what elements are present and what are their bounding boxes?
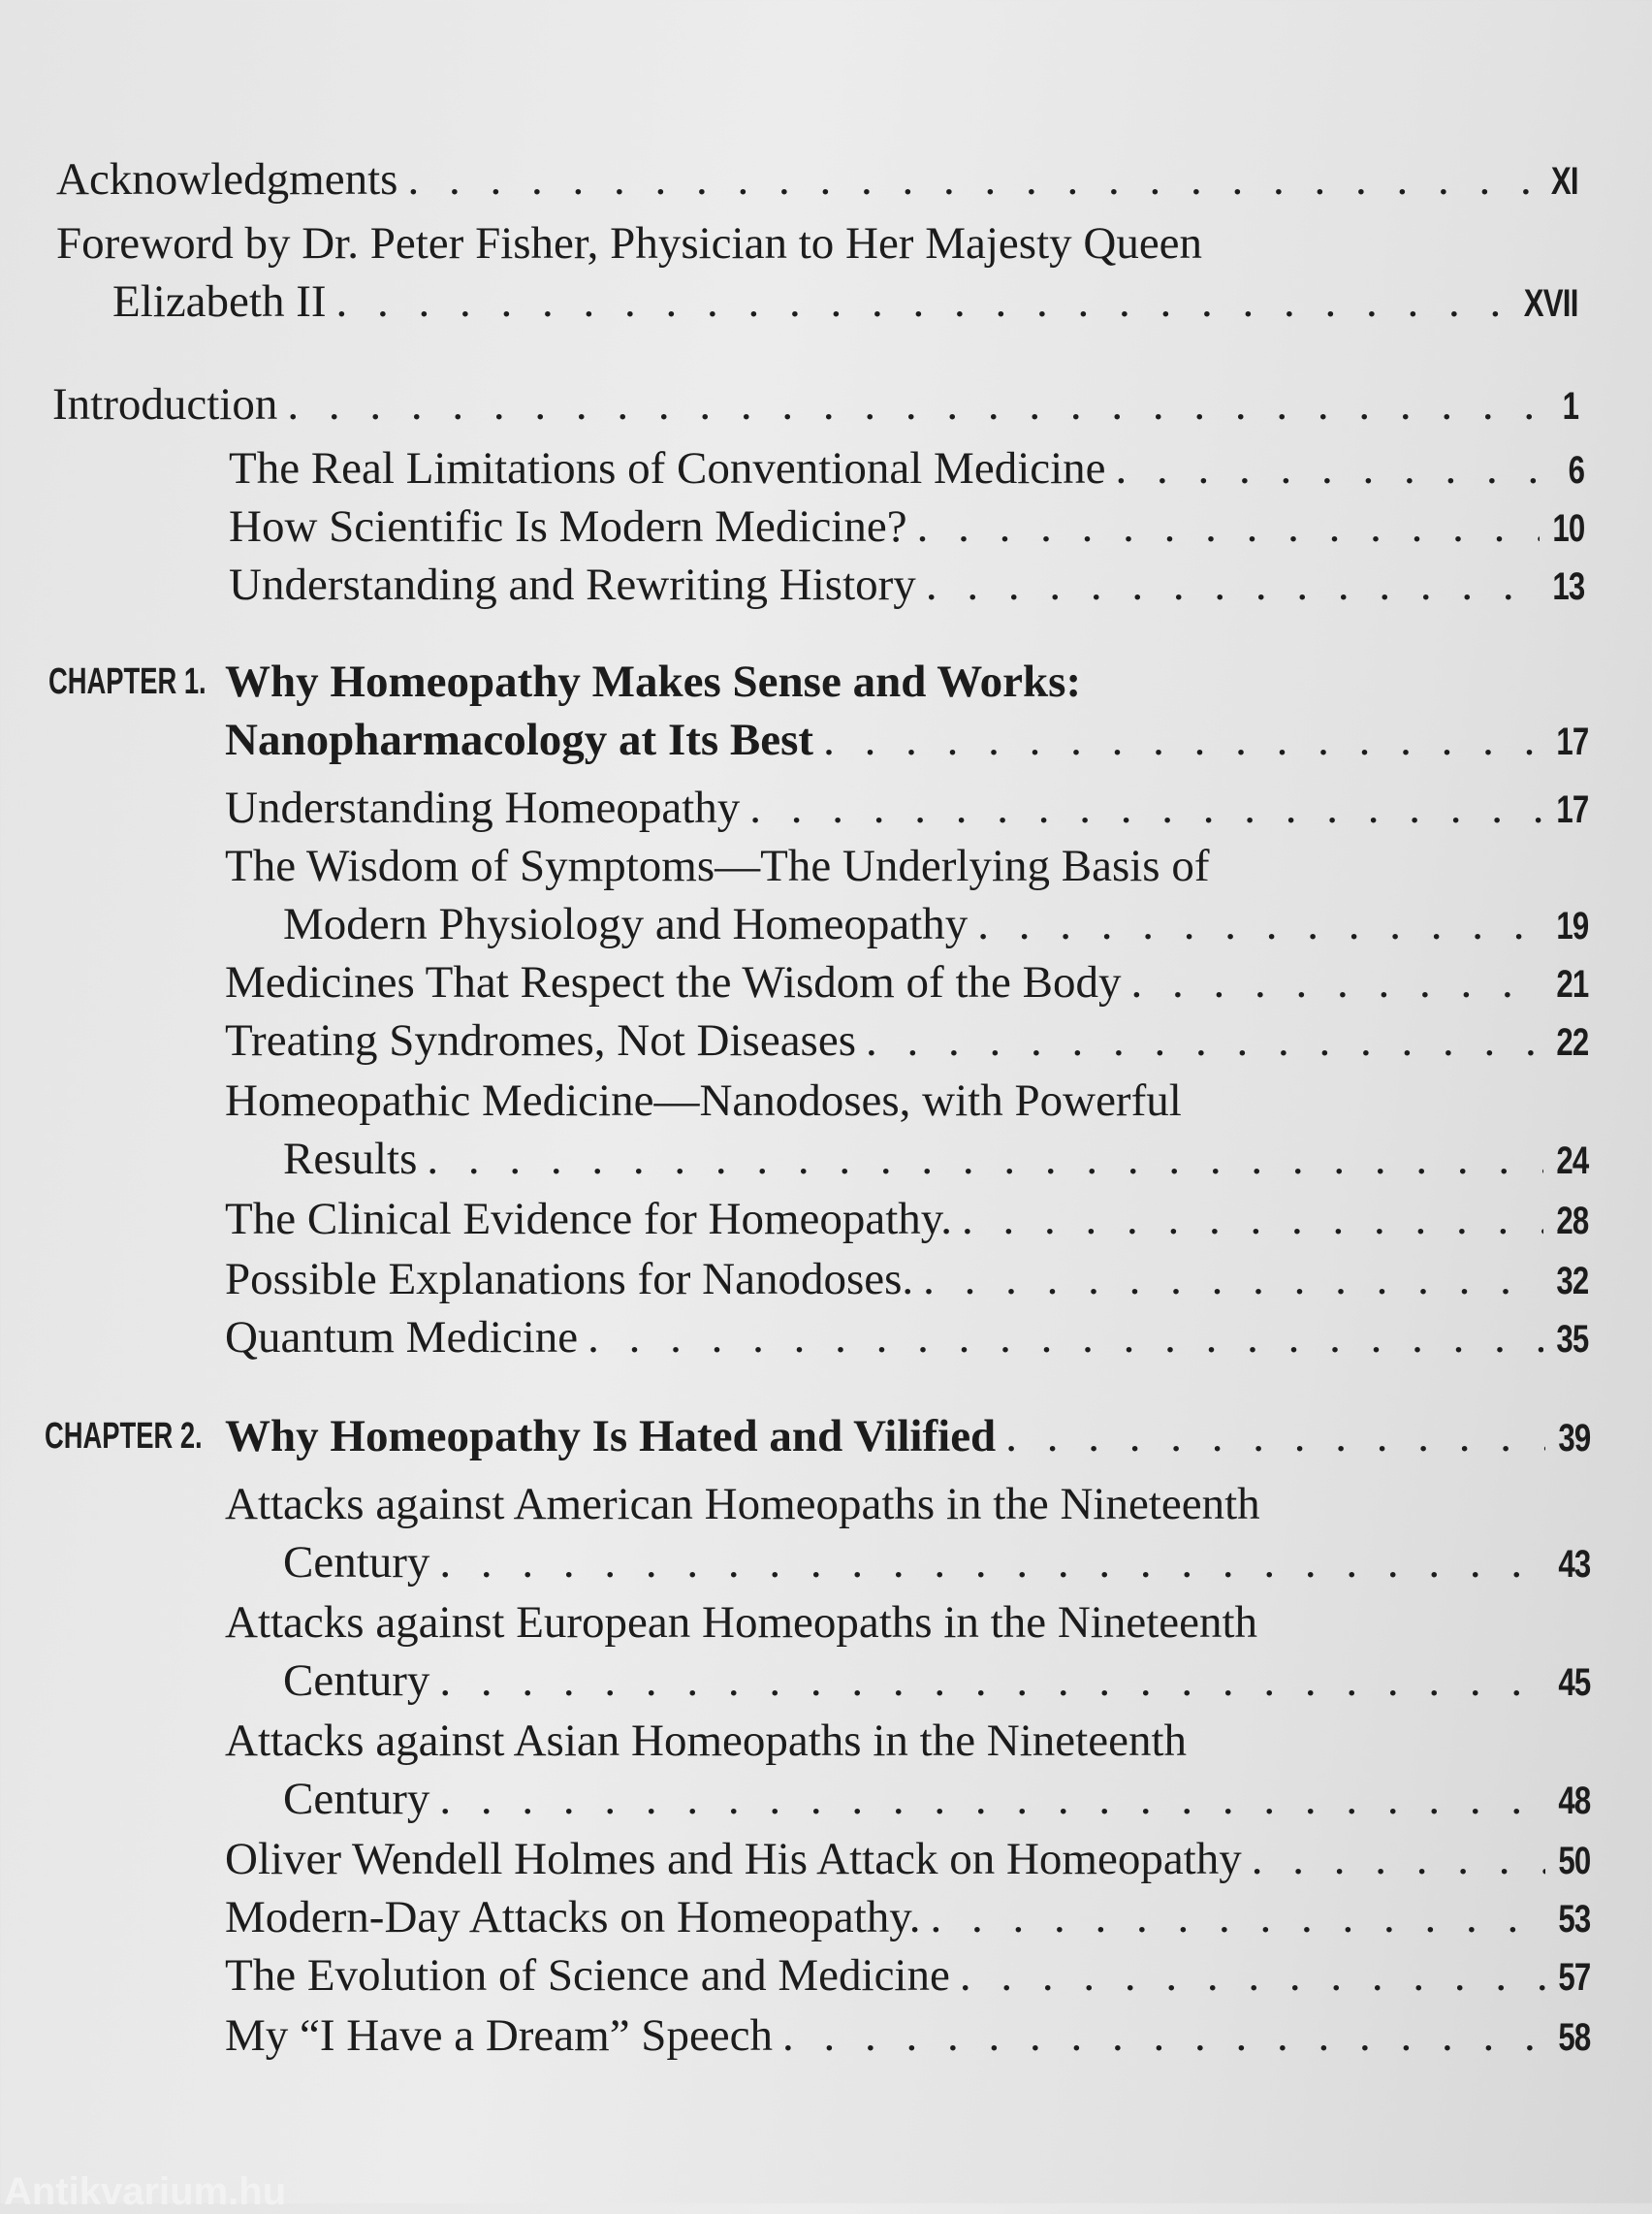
page-number: 32 xyxy=(1555,1260,1588,1302)
entry-title: Acknowledgments xyxy=(56,154,398,205)
entry-title-line2: Elizabeth II xyxy=(112,276,327,327)
page-number: 21 xyxy=(1555,963,1588,1006)
dot-leader xyxy=(926,557,1540,613)
dot-leader xyxy=(1130,954,1542,1011)
dot-leader xyxy=(923,1251,1542,1307)
section-title: The Evolution of Science and Medicine xyxy=(225,1950,950,2001)
section-entry xyxy=(225,1191,1588,1249)
section-title-line1: Attacks against Asian Homeopaths in the Nineteenth xyxy=(225,1716,1188,1766)
section-title: Medicines That Respect the Wisdom of the Body xyxy=(225,957,1122,1008)
page-number: 6 xyxy=(1568,449,1584,492)
dot-leader xyxy=(930,1889,1544,1945)
section-title-line1: Homeopathic Medicine—Nanodoses, with Powerful xyxy=(225,1075,1182,1126)
page-number: 58 xyxy=(1557,2016,1590,2059)
dot-leader xyxy=(917,498,1540,555)
section-entry-line1 xyxy=(225,838,1210,894)
section-entry xyxy=(225,954,1588,1012)
dot-leader xyxy=(427,1131,1542,1187)
section-entry-line2 xyxy=(283,1534,1590,1592)
section-title: The Clinical Evidence for Homeopathy. xyxy=(225,1194,953,1244)
dot-leader xyxy=(1252,1831,1545,1887)
dot-leader xyxy=(823,712,1542,768)
page-number: 28 xyxy=(1555,1200,1588,1242)
section-entry-line1 xyxy=(225,1713,1187,1769)
page-number: 43 xyxy=(1557,1543,1590,1586)
section-entry xyxy=(225,1309,1588,1367)
section-entry-line2 xyxy=(283,1771,1590,1829)
page-number: 57 xyxy=(1557,1956,1590,1999)
page-number: 50 xyxy=(1557,1840,1590,1882)
dot-leader xyxy=(1005,1408,1544,1464)
dot-leader xyxy=(407,151,1540,208)
page-number: 35 xyxy=(1555,1318,1588,1361)
page-number: 24 xyxy=(1555,1139,1588,1182)
section-title-line2: Results xyxy=(283,1134,418,1184)
chapter-title-line1: Why Homeopathy Makes Sense and Works: xyxy=(225,657,1082,707)
section-entry-line1 xyxy=(225,1073,1182,1129)
dot-leader xyxy=(439,1534,1544,1590)
section-entry xyxy=(225,1889,1590,1947)
section-entry xyxy=(225,1251,1588,1309)
page-number: XVII xyxy=(1524,282,1578,325)
section-title: Understanding and Rewriting History xyxy=(229,560,916,610)
section-entry xyxy=(229,498,1584,557)
page-number: 10 xyxy=(1551,507,1584,550)
page-number: 13 xyxy=(1551,565,1584,608)
section-entry-line1 xyxy=(225,1476,1260,1532)
section-entry xyxy=(229,557,1584,615)
section-title: Oliver Wendell Holmes and His Attack on Homeopathy xyxy=(225,1834,1242,1884)
section-title-line2: Century xyxy=(283,1537,430,1588)
dot-leader xyxy=(287,376,1553,433)
dot-leader xyxy=(977,896,1542,952)
dot-leader xyxy=(439,1652,1544,1709)
section-title-line1: Attacks against American Homeopaths in the Nineteenth xyxy=(225,1479,1260,1529)
section-title: Treating Syndromes, Not Diseases xyxy=(225,1015,857,1066)
section-entry-line1 xyxy=(225,1594,1257,1651)
chapter-title: Why Homeopathy Is Hated and Vilified xyxy=(225,1411,997,1461)
page-number: 17 xyxy=(1555,721,1588,763)
watermark: Antikvarium.hu xyxy=(4,2170,287,2213)
page-number: 17 xyxy=(1555,788,1588,831)
section-title-line2: Modern Physiology and Homeopathy xyxy=(283,899,969,949)
chapter-label: CHAPTER 1. xyxy=(48,661,206,702)
section-title: The Real Limitations of Conventional Medicine xyxy=(229,443,1106,494)
dot-leader xyxy=(962,1191,1542,1247)
section-entry-line2 xyxy=(283,1652,1590,1711)
page-number: 19 xyxy=(1555,905,1588,947)
section-title-line1: The Wisdom of Symptoms—The Underlying Basis of xyxy=(225,841,1210,891)
dot-leader xyxy=(336,273,1506,330)
chapter-label: CHAPTER 2. xyxy=(45,1416,203,1457)
dot-leader xyxy=(1116,440,1560,497)
section-entry xyxy=(225,1831,1590,1889)
section-entry-line2 xyxy=(283,1131,1588,1189)
section-title: My “I Have a Dream” Speech xyxy=(225,2010,774,2061)
page-number: 39 xyxy=(1557,1417,1590,1460)
section-title: Possible Explanations for Nanodoses. xyxy=(225,1254,914,1304)
dot-leader xyxy=(749,780,1542,836)
page-number: XI xyxy=(1551,160,1578,203)
section-title: Quantum Medicine xyxy=(225,1312,579,1363)
section-title-line2: Century xyxy=(283,1774,430,1824)
page-number: 1 xyxy=(1562,385,1578,428)
page-number: 22 xyxy=(1555,1021,1588,1064)
section-entry xyxy=(225,1012,1588,1071)
dot-leader xyxy=(960,1947,1545,2004)
section-entry xyxy=(225,780,1588,838)
section-title: How Scientific Is Modern Medicine? xyxy=(229,501,907,552)
section-entry-line2 xyxy=(283,896,1588,954)
entry-title: Introduction xyxy=(52,379,278,430)
page-number: 48 xyxy=(1557,1780,1590,1822)
page-number: 53 xyxy=(1557,1898,1590,1941)
section-title-line1: Attacks against European Homeopaths in the Nineteenth xyxy=(225,1597,1258,1648)
chapter-title-line2: Nanopharmacology at Its Best xyxy=(225,715,814,765)
section-entry xyxy=(225,2007,1590,2066)
page-number: 45 xyxy=(1557,1661,1590,1704)
dot-leader xyxy=(866,1012,1542,1069)
dot-leader xyxy=(782,2007,1544,2064)
dot-leader xyxy=(588,1309,1542,1365)
section-title: Modern-Day Attacks on Homeopathy. xyxy=(225,1892,921,1942)
section-entry xyxy=(225,1947,1590,2005)
section-title: Understanding Homeopathy xyxy=(225,783,741,833)
dot-leader xyxy=(439,1771,1544,1827)
section-title-line2: Century xyxy=(283,1655,430,1706)
section-entry xyxy=(229,440,1584,498)
entry-title-line1: Foreword by Dr. Peter Fisher, Physician to Her Majesty Queen xyxy=(56,218,1203,269)
